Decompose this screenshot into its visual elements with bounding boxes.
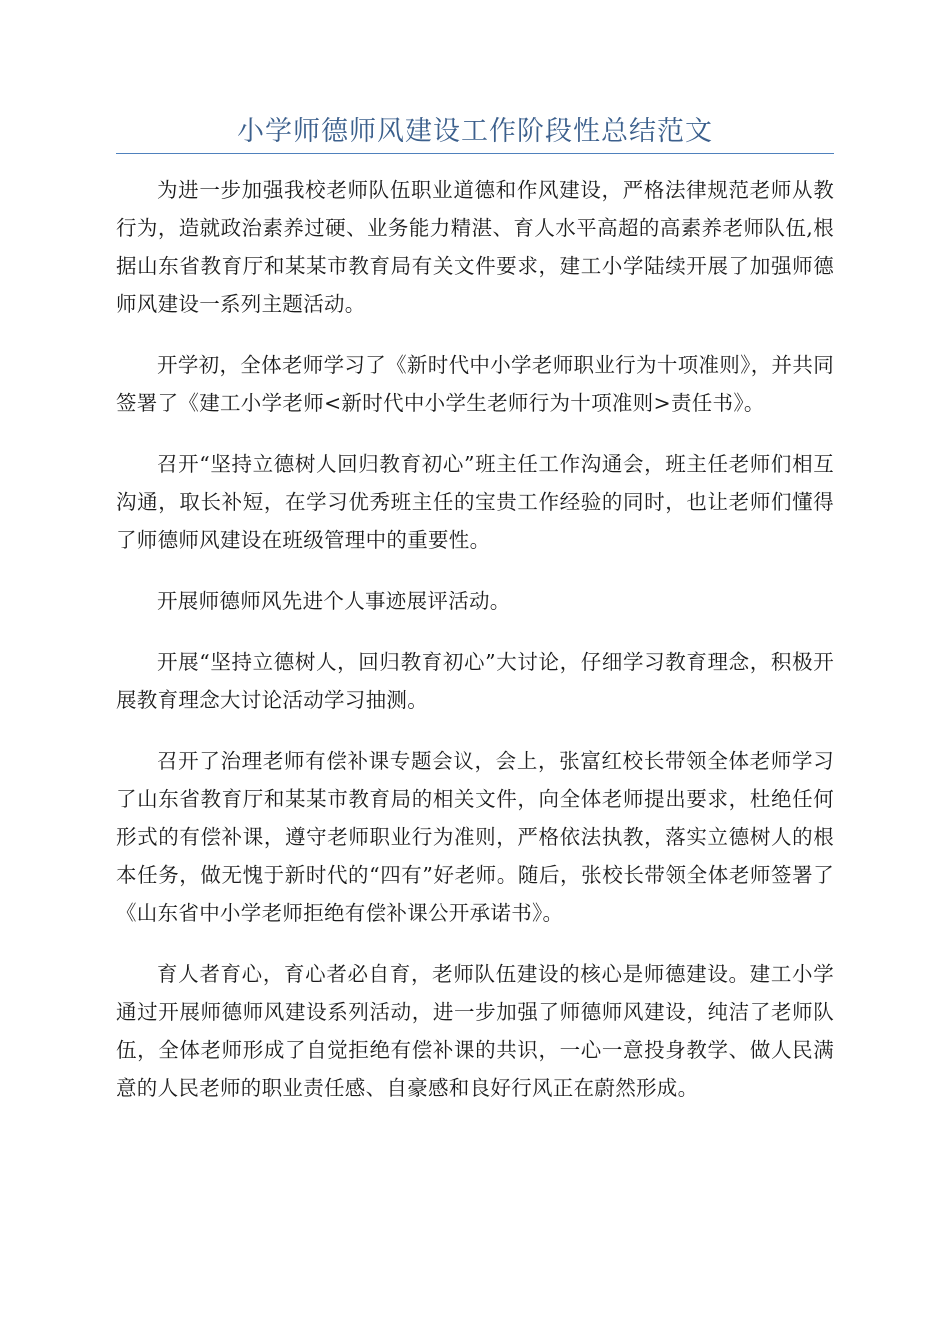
paragraph-class-teacher-meeting: 召开“坚持立德树人回归教育初心”班主任工作沟通会，班主任老师们相互沟通，取长补短，在学习优秀班主任的宝贵工作经验的同时，也让老师们懂得了师德师风建设在班级管理中的重要性。 xyxy=(116,452,834,552)
document-title: 小学师德师风建设工作阶段性总结范文 xyxy=(237,116,713,147)
paragraph-model-exhibition: 开展师德师风先进个人事迹展评活动。 xyxy=(157,589,511,613)
title-underline xyxy=(116,153,834,154)
paragraph-discussion: 开展“坚持立德树人，回归教育初心”大讨论，仔细学习教育理念，积极开展教育理念大讨论活动学习抽测。 xyxy=(116,650,834,712)
paragraph-study-guidelines: 开学初，全体老师学习了《新时代中小学老师职业行为十项准则》，并共同签署了《建工小学老师<新时代中小学生老师行为十项准则>责任书》。 xyxy=(116,353,834,415)
document-body xyxy=(116,171,834,1130)
paragraph-conclusion: 育人者育心，育心者必自育，老师队伍建设的核心是师德建设。建工小学通过开展师德师风建设系列活动，进一步加强了师德师风建设，纯洁了老师队伍，全体老师形成了自觉拒绝有偿补课的共识，一心一意投身教学、做人民满意的人民老师的职业责任感、自豪感和良好行风正在蔚然形成。 xyxy=(116,962,834,1100)
paragraph-intro: 为进一步加强我校老师队伍职业道德和作风建设，严格法律规范老师从教行为，造就政治素养过硬、业务能力精湛、育人水平高超的高素养老师队伍,根据山东省教育厅和某某市教育局有关文件要求，建工小学陆续开展了加强师德师风建设一系列主题活动。 xyxy=(116,178,834,316)
paragraph-paid-tutoring-meeting: 召开了治理老师有偿补课专题会议，会上，张富红校长带领全体老师学习了山东省教育厅和某某市教育局的相关文件，向全体老师提出要求，杜绝任何形式的有偿补课，遵守老师职业行为准则，严格依法执教，落实立德树人的根本任务，做无愧于新时代的“四有”好老师。随后，张校长带领全体老师签署了《山东省中小学老师拒绝有偿补课公开承诺书》。 xyxy=(116,749,834,925)
